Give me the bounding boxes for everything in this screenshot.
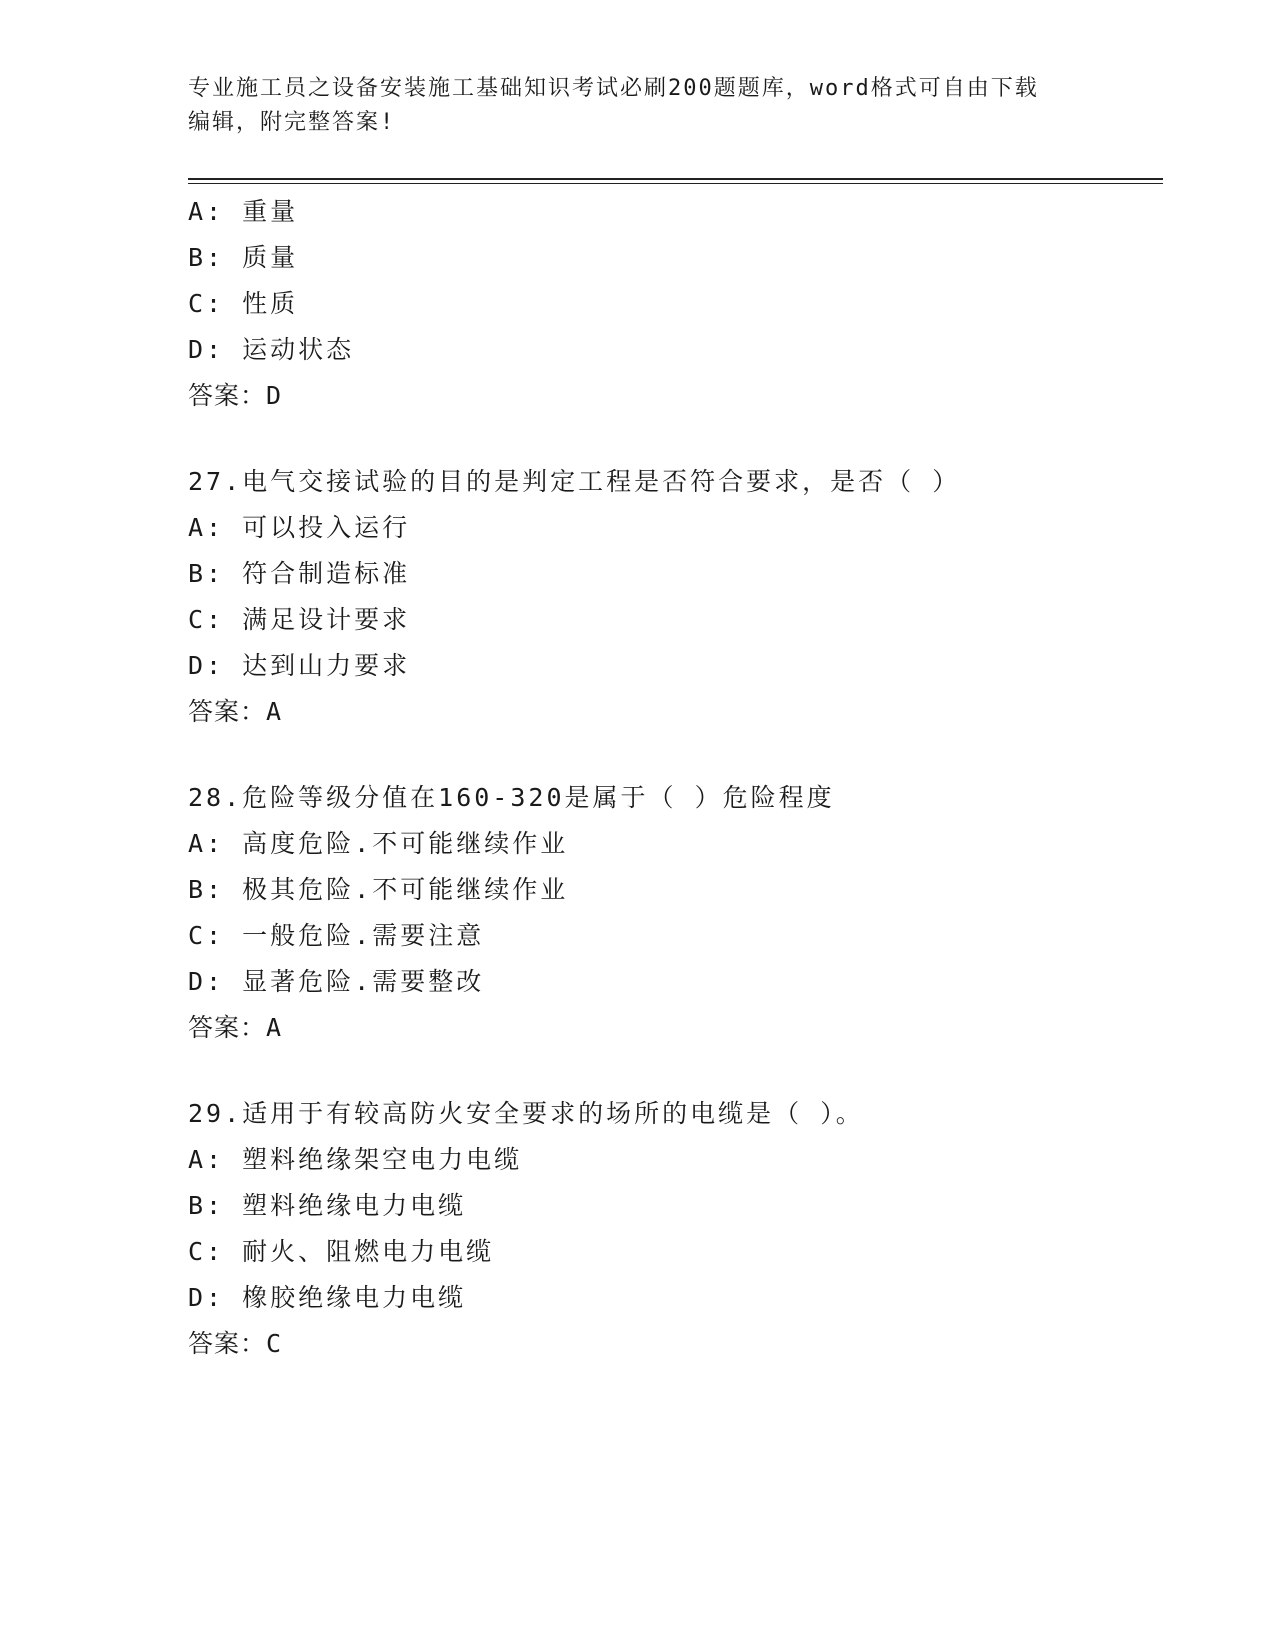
question-29 (188, 1091, 1163, 1367)
question-28 (188, 775, 1163, 1051)
option-c: C: 一般危险.需要注意 (188, 921, 485, 950)
question-fragment (188, 189, 1163, 419)
option-b: B: 质量 (188, 243, 299, 272)
option-d: D: 运动状态 (188, 335, 355, 364)
option-d: D: 显著危险.需要整改 (188, 967, 485, 996)
option-c: C: 耐火、阻燃电力电缆 (188, 1237, 495, 1266)
document-header (188, 72, 1068, 140)
question-list (188, 189, 1163, 1367)
option-c: C: 满足设计要求 (188, 605, 411, 634)
answer: 答案：C (188, 1329, 283, 1358)
option-a: A: 重量 (188, 197, 299, 226)
option-b: B: 塑料绝缘电力电缆 (188, 1191, 467, 1220)
option-b: B: 极其危险.不可能继续作业 (188, 875, 569, 904)
header-divider-thin (188, 183, 1163, 184)
option-d: D: 达到山力要求 (188, 651, 411, 680)
option-b: B: 符合制造标准 (188, 559, 411, 588)
question-27 (188, 459, 1163, 735)
answer: 答案：A (188, 1013, 283, 1042)
header-divider-thick (188, 178, 1163, 180)
option-c: C: 性质 (188, 289, 299, 318)
question-stem: 27.电气交接试验的目的是判定工程是否符合要求，是否（ ） (188, 467, 961, 496)
option-a: A: 可以投入运行 (188, 513, 411, 542)
question-stem: 29.适用于有较高防火安全要求的场所的电缆是（ ）。 (188, 1099, 864, 1128)
answer: 答案：A (188, 697, 283, 726)
option-a: A: 高度危险.不可能继续作业 (188, 829, 569, 858)
header-title-line-1: 专业施工员之设备安装施工基础知识考试必刷200题题库，word格式可自由下载 (188, 76, 1039, 101)
header-title-line-2: 编辑，附完整答案! (188, 110, 396, 135)
answer: 答案：D (188, 381, 283, 410)
option-a: A: 塑料绝缘架空电力电缆 (188, 1145, 523, 1174)
option-d: D: 橡胶绝缘电力电缆 (188, 1283, 467, 1312)
question-stem: 28.危险等级分值在160-320是属于（ ）危险程度 (188, 783, 835, 812)
